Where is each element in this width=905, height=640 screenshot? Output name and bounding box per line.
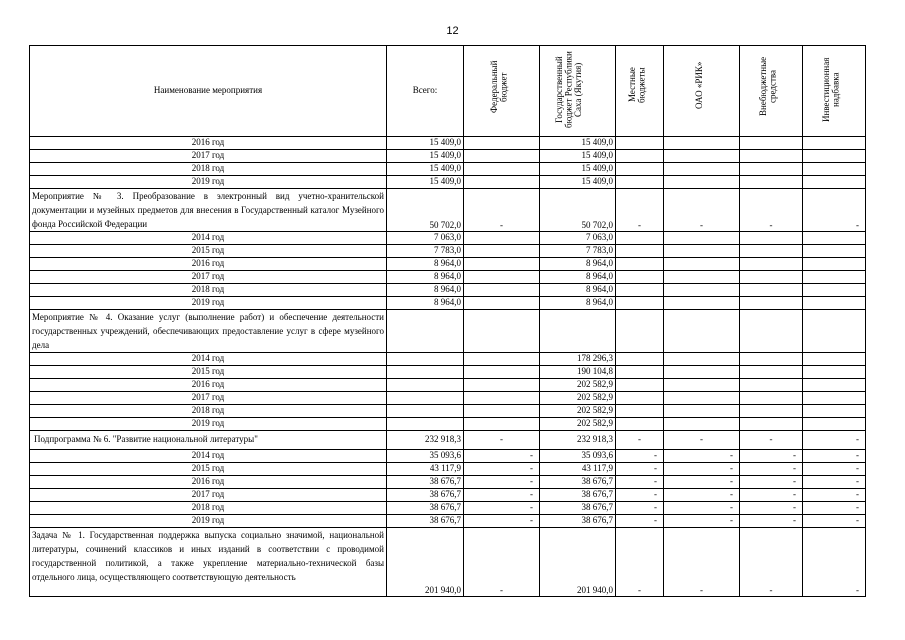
row-extra: - [740, 502, 803, 515]
row-label: 2014 год [30, 232, 387, 245]
column-header-invest: Инвестиционная надбавка [803, 46, 866, 137]
row-state: 202 582,9 [540, 392, 616, 405]
row-total: 15 409,0 [387, 176, 464, 189]
row-extra: - [740, 463, 803, 476]
row-total: 38 676,7 [387, 502, 464, 515]
column-header-rik: ОАО «РИК» [664, 46, 740, 137]
row-total: 15 409,0 [387, 137, 464, 150]
table-row [30, 502, 866, 515]
row-total: 43 117,9 [387, 463, 464, 476]
row-label: 2015 год [30, 245, 387, 258]
measure-3-extra: - [740, 189, 803, 232]
row-total: 15 409,0 [387, 163, 464, 176]
row-label: 2017 год [30, 150, 387, 163]
row-invest: - [803, 502, 866, 515]
table-row [30, 450, 866, 463]
row-invest: - [803, 489, 866, 502]
measure-3-state: 50 702,0 [540, 189, 616, 232]
row-state: 190 104,8 [540, 366, 616, 379]
row-state: 202 582,9 [540, 418, 616, 431]
table-row [30, 150, 866, 163]
row-state: 7 063,0 [540, 232, 616, 245]
task-1-title: Задача № 1. Государственная поддержка выпуска социально значимой, национальной литературы, сочинений классиков и иных изданий в соответствии с проводимой государственной политикой, а также укрепление материально-технической базы отдельного лица, осуществляющего соответствующую деятельность [30, 528, 387, 597]
row-state: 15 409,0 [540, 137, 616, 150]
row-label: 2019 год [30, 297, 387, 310]
column-header-name: Наименование мероприятия [30, 46, 387, 137]
table-row [30, 353, 866, 366]
row-label: 2018 год [30, 163, 387, 176]
row-local: - [616, 489, 664, 502]
table-row [30, 137, 866, 150]
row-state: 15 409,0 [540, 150, 616, 163]
row-label: 2015 год [30, 366, 387, 379]
row-state: 178 296,3 [540, 353, 616, 366]
row-state: 15 409,0 [540, 176, 616, 189]
subprogram-6-local: - [616, 431, 664, 450]
subprogram-6-federal: - [464, 431, 540, 450]
row-federal: - [464, 515, 540, 528]
table-row [30, 176, 866, 189]
row-total: 35 093,6 [387, 450, 464, 463]
row-federal: - [464, 450, 540, 463]
row-rik: - [664, 489, 740, 502]
measure-3-total: 50 702,0 [387, 189, 464, 232]
row-label: 2016 год [30, 137, 387, 150]
row-rik: - [664, 515, 740, 528]
row-state: 7 783,0 [540, 245, 616, 258]
row-local: - [616, 502, 664, 515]
measure-3-local: - [616, 189, 664, 232]
task-1-local: - [616, 528, 664, 597]
row-rik: - [664, 476, 740, 489]
table-row [30, 463, 866, 476]
row-invest: - [803, 463, 866, 476]
row-label: 2016 год [30, 258, 387, 271]
row-state: 38 676,7 [540, 502, 616, 515]
subprogram-6-total: 232 918,3 [387, 431, 464, 450]
row-state: 38 676,7 [540, 476, 616, 489]
row-label: 2017 год [30, 489, 387, 502]
measure-3-title: Мероприятие № 3. Преобразование в электронный вид учетно-хранительской документации и музейных предметов для внесения в Государственный каталог Музейного фонда Российской Федерации [30, 189, 387, 232]
measure-3-federal: - [464, 189, 540, 232]
row-total: 38 676,7 [387, 476, 464, 489]
row-extra: - [740, 450, 803, 463]
task-1-invest: - [803, 528, 866, 597]
row-label: 2016 год [30, 379, 387, 392]
measure-4-row [30, 310, 866, 353]
subprogram-6-extra: - [740, 431, 803, 450]
task-1-row [30, 528, 866, 597]
task-1-extra: - [740, 528, 803, 597]
table-row [30, 271, 866, 284]
column-header-local: Местные бюджеты [616, 46, 664, 137]
row-label: 2017 год [30, 271, 387, 284]
table-row [30, 245, 866, 258]
table-row [30, 392, 866, 405]
column-header-federal: Федеральный бюджет [464, 46, 540, 137]
measure-3-invest: - [803, 189, 866, 232]
table-row [30, 418, 866, 431]
column-header-state: Государственный бюджет Республики Саха (Якутия) [540, 46, 616, 137]
task-1-rik: - [664, 528, 740, 597]
row-label: 2016 год [30, 476, 387, 489]
task-1-federal: - [464, 528, 540, 597]
row-federal: - [464, 489, 540, 502]
row-federal: - [464, 476, 540, 489]
row-invest: - [803, 515, 866, 528]
row-total: 38 676,7 [387, 515, 464, 528]
row-state: 8 964,0 [540, 271, 616, 284]
row-state: 38 676,7 [540, 515, 616, 528]
subprogram-6-row [30, 431, 866, 450]
row-label: 2019 год [30, 418, 387, 431]
row-invest: - [803, 476, 866, 489]
row-federal: - [464, 502, 540, 515]
row-total: 38 676,7 [387, 489, 464, 502]
row-state: 8 964,0 [540, 284, 616, 297]
subprogram-6-state: 232 918,3 [540, 431, 616, 450]
row-label: 2018 год [30, 502, 387, 515]
row-invest: - [803, 450, 866, 463]
table-row [30, 284, 866, 297]
subprogram-6-invest: - [803, 431, 866, 450]
row-label: 2015 год [30, 463, 387, 476]
subprogram-6-rik: - [664, 431, 740, 450]
row-total: 8 964,0 [387, 258, 464, 271]
row-label: 2014 год [30, 353, 387, 366]
task-1-state: 201 940,0 [540, 528, 616, 597]
row-state: 38 676,7 [540, 489, 616, 502]
row-federal: - [464, 463, 540, 476]
row-state: 8 964,0 [540, 258, 616, 271]
budget-table [29, 45, 866, 597]
table-row [30, 366, 866, 379]
row-state: 202 582,9 [540, 405, 616, 418]
table-row [30, 476, 866, 489]
row-extra: - [740, 515, 803, 528]
row-local: - [616, 463, 664, 476]
table-row [30, 515, 866, 528]
table-row [30, 232, 866, 245]
row-label: 2017 год [30, 392, 387, 405]
table-row [30, 163, 866, 176]
measure-3-row [30, 189, 866, 232]
row-state: 15 409,0 [540, 163, 616, 176]
table-row [30, 297, 866, 310]
column-header-extra: Внебюджетные средства [740, 46, 803, 137]
table-row [30, 379, 866, 392]
row-state: 202 582,9 [540, 379, 616, 392]
row-rik: - [664, 502, 740, 515]
row-label: 2019 год [30, 515, 387, 528]
row-extra: - [740, 489, 803, 502]
row-rik: - [664, 463, 740, 476]
row-state: 8 964,0 [540, 297, 616, 310]
row-local: - [616, 515, 664, 528]
row-total: 8 964,0 [387, 297, 464, 310]
row-label: 2018 год [30, 284, 387, 297]
page-number: 12 [446, 25, 459, 37]
table-row [30, 258, 866, 271]
row-total: 8 964,0 [387, 271, 464, 284]
row-label: 2014 год [30, 450, 387, 463]
table-header-row [30, 46, 866, 137]
row-local: - [616, 476, 664, 489]
row-local: - [616, 450, 664, 463]
table-row [30, 489, 866, 502]
row-total: 8 964,0 [387, 284, 464, 297]
row-total: 7 063,0 [387, 232, 464, 245]
row-label: 2019 год [30, 176, 387, 189]
task-1-total: 201 940,0 [387, 528, 464, 597]
column-header-total: Всего: [387, 46, 464, 137]
row-state: 35 093,6 [540, 450, 616, 463]
measure-3-rik: - [664, 189, 740, 232]
row-rik: - [664, 450, 740, 463]
table-row [30, 405, 866, 418]
subprogram-6-title: Подпрограмма № 6. "Развитие национальной литературы" [30, 431, 387, 450]
row-total: 15 409,0 [387, 150, 464, 163]
row-total: 7 783,0 [387, 245, 464, 258]
measure-4-title: Мероприятие № 4. Оказание услуг (выполнение работ) и обеспечение деятельности государственных учреждений, обеспечивающих предоставление услуг в сфере музейного дела [30, 310, 387, 353]
row-state: 43 117,9 [540, 463, 616, 476]
row-extra: - [740, 476, 803, 489]
row-label: 2018 год [30, 405, 387, 418]
